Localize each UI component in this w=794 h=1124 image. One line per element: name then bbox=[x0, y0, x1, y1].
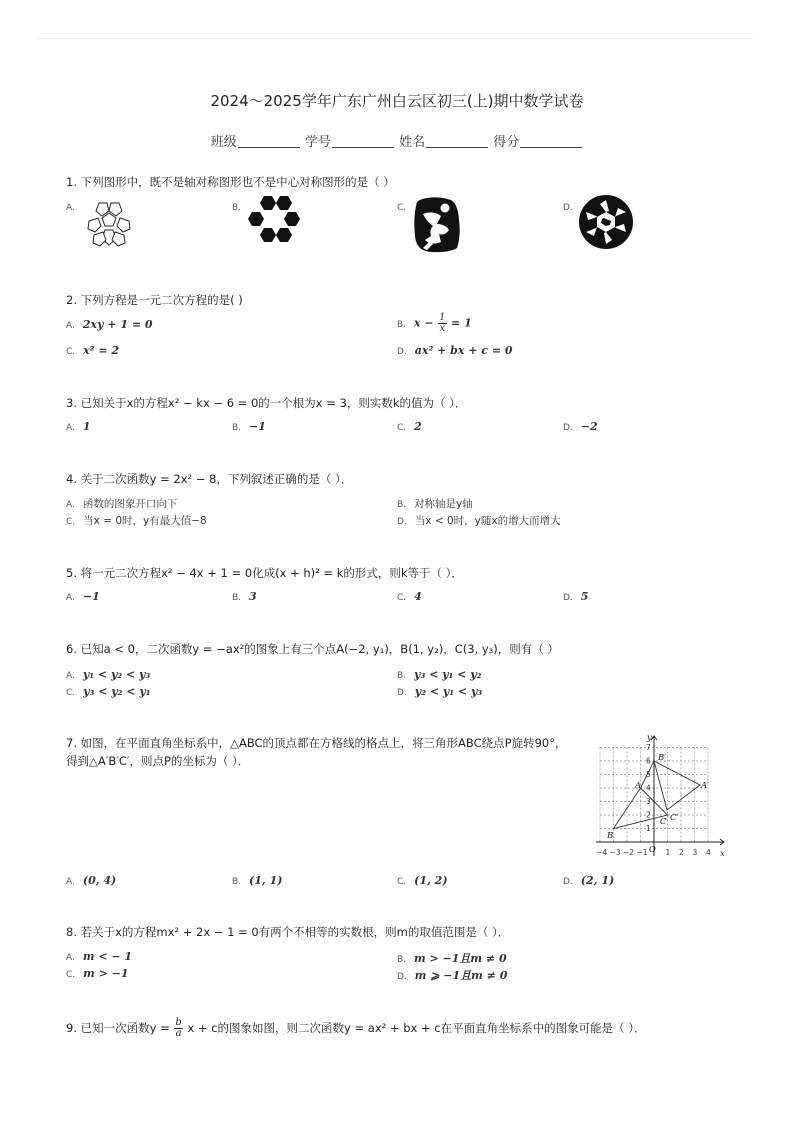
question-3-stem: 3. 已知关于x的方程x² − kx − 6 = 0的一个根为x = 3，则实数k的值为（ ）． bbox=[66, 396, 467, 410]
question-5-stem: 5. 将一元二次方程x² − 4x + 1 = 0化成(x + h)² = k的形式，则k等于（ ）． bbox=[66, 566, 463, 580]
x-axis-label: x bbox=[720, 849, 725, 859]
q2-option-c[interactable]: C. x² = 2 bbox=[66, 344, 120, 357]
q4-option-d[interactable]: D. 当x < 0时，y随x的增大而增大 bbox=[397, 515, 561, 527]
point-b-label: B bbox=[607, 831, 614, 841]
score-blank[interactable] bbox=[520, 134, 582, 148]
figure-logo-icon bbox=[411, 196, 463, 254]
y-tick: 5 bbox=[646, 770, 651, 779]
y-tick: 2 bbox=[646, 810, 651, 820]
q2-option-d[interactable]: D. ax² + bx + c = 0 bbox=[397, 344, 513, 357]
q4-option-c[interactable]: C. 当x = 0时，y有最大值−8 bbox=[66, 515, 207, 527]
y-tick: 4 bbox=[646, 783, 651, 793]
name-blank[interactable] bbox=[426, 134, 488, 148]
point-c-label: C bbox=[660, 817, 667, 827]
q6-option-a[interactable]: A. y₁ < y₂ < y₃ bbox=[66, 668, 151, 681]
q1-option-d-letter: D. bbox=[563, 203, 573, 213]
y-tick: 3 bbox=[646, 797, 651, 806]
x-tick: 1 bbox=[665, 848, 671, 857]
q7-option-d[interactable]: D. (2, 1) bbox=[563, 874, 615, 887]
point-b-prime-label: B′ bbox=[658, 753, 667, 763]
q7-option-b[interactable]: B. (1, 1) bbox=[232, 874, 283, 887]
id-blank[interactable] bbox=[332, 134, 394, 148]
x-tick: −2 bbox=[623, 848, 635, 857]
field-id: 学号 bbox=[304, 135, 331, 150]
q4-option-a[interactable]: A. 函数的图象开口向下 bbox=[66, 498, 178, 510]
pentagon-flower-icon bbox=[80, 194, 138, 250]
camera-aperture-icon bbox=[578, 194, 634, 250]
q8-option-b[interactable]: B. m > −1且m ≠ 0 bbox=[397, 952, 507, 965]
x-tick: −1 bbox=[636, 848, 648, 857]
top-divider bbox=[38, 38, 756, 39]
q7-option-a[interactable]: A. (0, 4) bbox=[66, 874, 117, 887]
x-tick: 4 bbox=[706, 848, 711, 857]
question-7-stem-line2: 得到△A′B′C′，则点P的坐标为（ ）． bbox=[66, 754, 250, 768]
q6-option-d[interactable]: D. y₂ < y₁ < y₃ bbox=[397, 685, 483, 698]
field-score: 得分 bbox=[493, 135, 520, 150]
student-info-line bbox=[0, 131, 794, 150]
point-a-label: A bbox=[635, 781, 642, 791]
q3-option-b[interactable]: B. −1 bbox=[232, 420, 266, 433]
field-class: 班级 bbox=[210, 135, 237, 150]
q2-option-b[interactable]: B. x − $\frac{1}{x}$ = 1 bbox=[397, 312, 472, 334]
hexagon-ring-icon bbox=[246, 194, 302, 246]
q2-option-a[interactable]: A. 2xy + 1 = 0 bbox=[66, 318, 153, 331]
q6-option-c[interactable]: C. y₃ < y₂ < y₁ bbox=[66, 685, 151, 698]
q5-option-b[interactable]: B. 3 bbox=[232, 590, 257, 603]
x-tick: −3 bbox=[609, 848, 621, 857]
class-blank[interactable] bbox=[238, 134, 300, 148]
q8-option-a[interactable]: A. m < − 1 bbox=[66, 950, 133, 963]
question-4-stem: 4. 关于二次函数y = 2x² − 8，下列叙述正确的是（ ）． bbox=[66, 472, 353, 486]
field-name: 姓名 bbox=[399, 135, 426, 150]
y-tick: 7 bbox=[646, 743, 651, 752]
question-7-stem-line1: 7. 如图，在平面直角坐标系中，△ABC的顶点都在方格线的格点上，将三角形ABC绕点P旋转90°， bbox=[66, 736, 567, 750]
x-tick: 3 bbox=[692, 848, 698, 857]
y-axis-label: y bbox=[647, 733, 652, 743]
q3-option-c[interactable]: C. 2 bbox=[397, 420, 422, 433]
q6-option-b[interactable]: B. y₃ < y₁ < y₂ bbox=[397, 668, 482, 681]
question-9-stem: 9. 已知一次函数y = $\frac{b}{a}$ x + c的图象如图，则二次函数y = ax² + bx + c在平面直角坐标系中的图象可能是（ ）． bbox=[66, 1017, 646, 1039]
y-tick: 1 bbox=[646, 824, 651, 833]
question-6-stem: 6. 已知a < 0，二次函数y = −ax²的图象上有三个点A(−2, y₁)，B(1, y₂)，C(3, y₃)，则有（ ） bbox=[66, 642, 559, 656]
x-tick: −4 bbox=[596, 848, 608, 857]
question-2-stem: 2. 下列方程是一元二次方程的是( ) bbox=[66, 293, 243, 307]
x-tick: 2 bbox=[679, 848, 684, 857]
q5-option-d[interactable]: D. 5 bbox=[563, 590, 589, 603]
exam-title: 2024～2025学年广东广州白云区初三(上)期中数学试卷 bbox=[210, 92, 584, 110]
coordinate-grid-figure bbox=[592, 730, 732, 860]
q5-option-c[interactable]: C. 4 bbox=[397, 590, 422, 603]
point-c-prime-label: C′ bbox=[670, 813, 679, 823]
q4-option-b[interactable]: B. 对称轴是y轴 bbox=[397, 498, 473, 510]
q3-option-a[interactable]: A. 1 bbox=[66, 420, 91, 433]
origin-label: O bbox=[649, 845, 656, 855]
question-8-stem: 8. 若关于x的方程mx² + 2x − 1 = 0有两个不相等的实数根，则m的取值范围是（ ）． bbox=[66, 925, 510, 939]
q1-option-a-letter: A. bbox=[66, 203, 75, 213]
triangle-abc-prime bbox=[654, 761, 700, 810]
q8-option-c[interactable]: C. m > −1 bbox=[66, 967, 129, 980]
q5-option-a[interactable]: A. −1 bbox=[66, 590, 100, 603]
q1-option-c-letter: C. bbox=[397, 203, 407, 213]
q8-option-d[interactable]: D. m ⩾ −1且m ≠ 0 bbox=[397, 969, 508, 982]
q3-option-d[interactable]: D. −2 bbox=[563, 420, 598, 433]
question-1-stem: 1. 下列图形中，既不是轴对称图形也不是中心对称图形的是（ ） bbox=[66, 175, 395, 189]
q7-option-c[interactable]: C. (1, 2) bbox=[397, 874, 448, 887]
y-tick: 6 bbox=[646, 756, 651, 766]
q1-option-b-letter: B. bbox=[232, 203, 242, 213]
point-a-prime-label: A′ bbox=[701, 781, 710, 791]
